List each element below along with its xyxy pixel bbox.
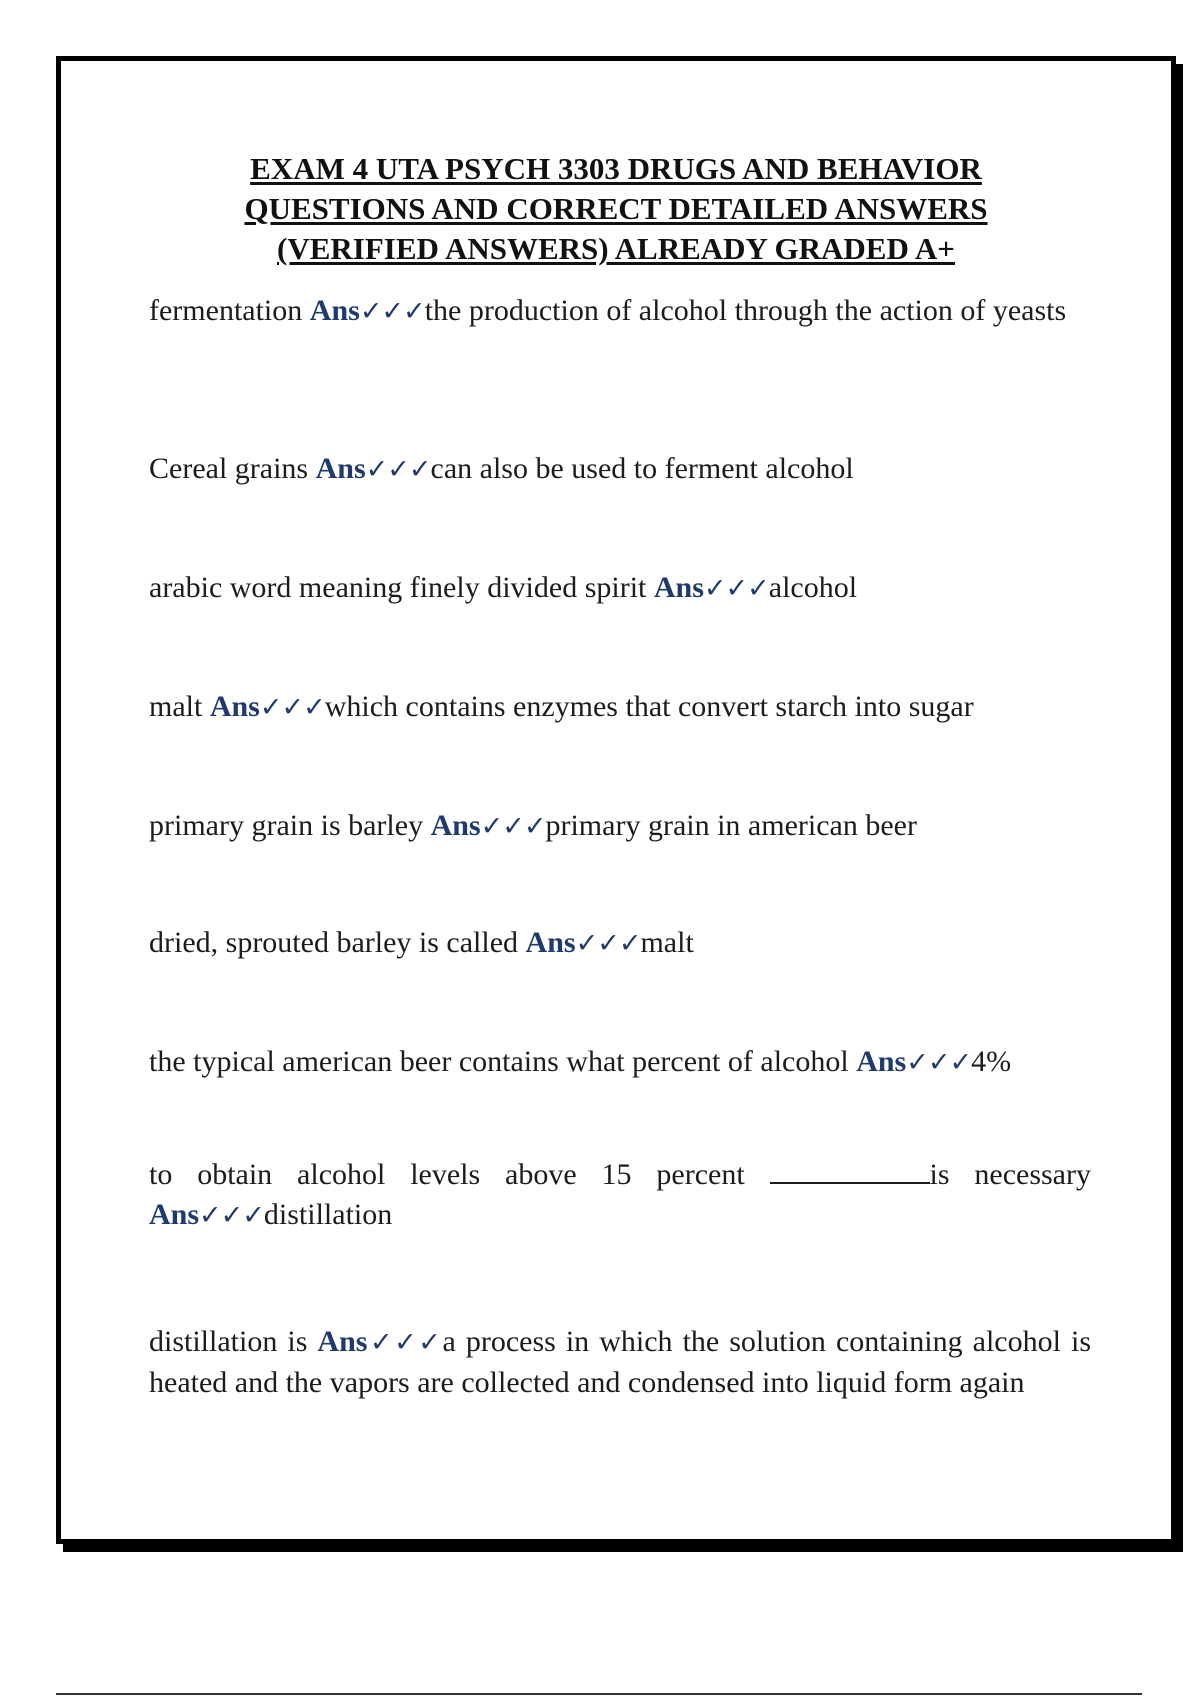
checkmark-icon: ✓✓✓ xyxy=(575,928,641,959)
question-text: Cereal grains xyxy=(149,452,316,485)
checkmark-icon: ✓✓✓ xyxy=(480,811,546,842)
checkmark-icon: ✓✓✓ xyxy=(367,1327,443,1358)
title-line-2: QUESTIONS AND CORRECT DETAILED ANSWERS xyxy=(244,191,988,226)
ans-label: Ans xyxy=(653,571,704,604)
document-title xyxy=(61,149,1171,269)
ans-label: Ans xyxy=(149,1198,200,1231)
checkmark-icon: ✓✓✓ xyxy=(365,454,431,485)
ans-label: Ans xyxy=(525,926,576,959)
answer-text: 4% xyxy=(971,1045,1012,1078)
qa-item-beer-percent xyxy=(149,1042,1091,1083)
qa-item-fermentation xyxy=(149,291,1091,332)
ans-label: Ans xyxy=(856,1045,907,1078)
ans-label: Ans xyxy=(209,690,260,723)
qa-item-primary-grain xyxy=(149,806,1091,847)
checkmark-icon: ✓✓✓ xyxy=(359,296,425,327)
question-text: dried, sprouted barley is called xyxy=(149,926,526,959)
qa-item-dried-barley xyxy=(149,923,1091,964)
question-text: malt xyxy=(149,690,210,723)
fill-in-blank xyxy=(770,1156,930,1184)
footer-divider xyxy=(56,1693,1142,1695)
ans-label: Ans xyxy=(309,294,360,327)
checkmark-icon: ✓✓✓ xyxy=(703,573,769,604)
question-text: primary grain is barley xyxy=(149,809,431,842)
ans-label: Ans xyxy=(430,809,481,842)
question-text: the typical american beer contains what percent of alcohol xyxy=(149,1045,857,1078)
answer-text: the production of alcohol through the action of yeasts xyxy=(424,294,1067,327)
answer-text: primary grain in american beer xyxy=(545,809,917,842)
title-line-1: EXAM 4 UTA PSYCH 3303 DRUGS AND BEHAVIOR xyxy=(250,151,982,186)
answer-text: alcohol xyxy=(768,571,858,604)
qa-item-malt xyxy=(149,687,1091,728)
answer-text: a process in which the solution containing alcohol is heated and the vapors are collected and condensed into liquid form again xyxy=(149,1325,1091,1399)
checkmark-icon: ✓✓✓ xyxy=(906,1047,972,1078)
question-text: to obtain alcohol levels above 15 percent xyxy=(149,1158,770,1191)
qa-item-distillation xyxy=(149,1322,1091,1403)
answer-text: malt xyxy=(640,926,694,959)
title-line-3: (VERIFIED ANSWERS) ALREADY GRADED A+ xyxy=(277,231,955,266)
answer-text: distillation xyxy=(263,1198,393,1231)
checkmark-icon: ✓✓✓ xyxy=(259,692,325,723)
question-text-continued: is necessary xyxy=(929,1158,1091,1191)
question-text: distillation is xyxy=(149,1325,318,1358)
question-text: arabic word meaning finely divided spirit xyxy=(149,571,654,604)
ans-label: Ans xyxy=(317,1325,368,1358)
qa-item-arabic-word xyxy=(149,568,1091,609)
page-frame xyxy=(56,56,1176,1544)
answer-text: which contains enzymes that convert starch into sugar xyxy=(324,690,974,723)
answer-text: can also be used to ferment alcohol xyxy=(430,452,854,485)
question-text: fermentation xyxy=(149,294,310,327)
qa-item-alcohol-levels xyxy=(149,1155,1091,1236)
qa-item-cereal-grains xyxy=(149,449,1091,490)
ans-label: Ans xyxy=(315,452,366,485)
checkmark-icon: ✓✓✓ xyxy=(199,1200,264,1231)
